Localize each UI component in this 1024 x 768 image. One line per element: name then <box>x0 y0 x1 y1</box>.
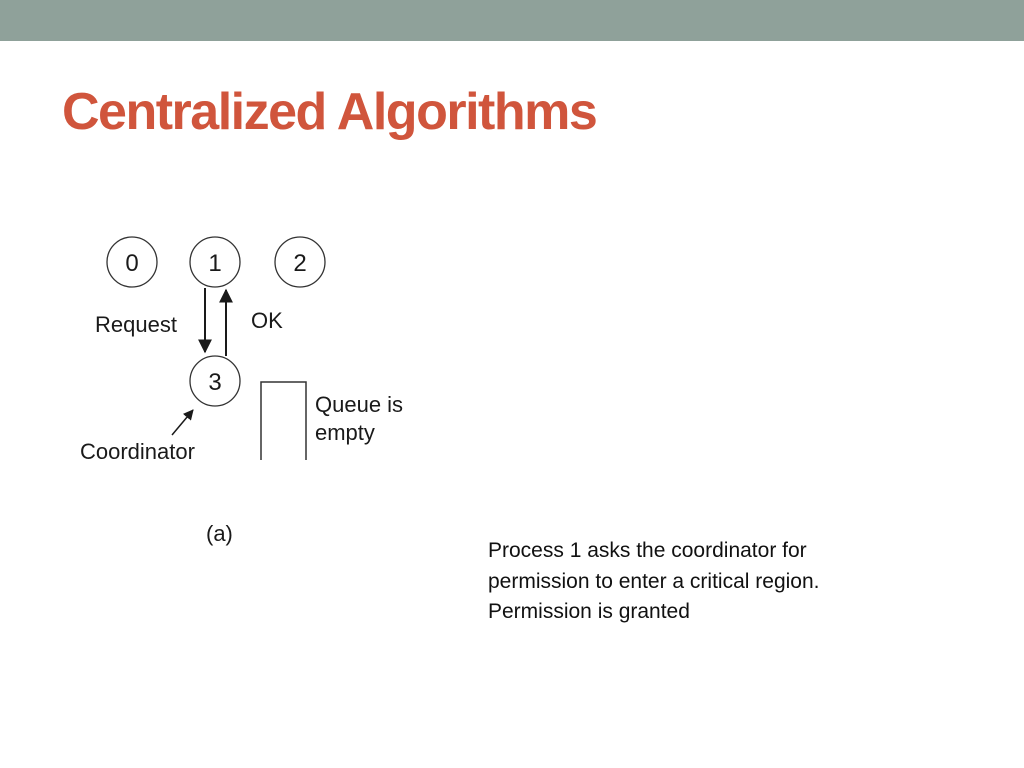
coordinator-node <box>190 356 240 406</box>
coordinator-label: Coordinator <box>80 439 195 464</box>
caption-line-2: permission to enter a critical region. <box>488 569 820 593</box>
queue-label-line2: empty <box>315 420 375 445</box>
process-node-1-label: 1 <box>208 250 222 277</box>
caption-line-3: Permission is granted <box>488 600 690 623</box>
request-label: Request <box>95 312 177 337</box>
queue-label-line1: Queue is <box>315 392 404 417</box>
process-node-2-label: 2 <box>293 250 307 277</box>
process-node-2 <box>275 237 325 287</box>
coordinator-node-label: 3 <box>208 369 222 396</box>
coordinator-pointer-arrow <box>172 410 193 435</box>
process-node-0 <box>107 237 157 287</box>
panel-label: (a) <box>206 521 233 546</box>
caption-line-1: Process 1 asks the coordinator for <box>488 539 807 562</box>
process-node-1 <box>190 237 240 287</box>
slide-caption <box>488 536 918 628</box>
process-node-0-label: 0 <box>125 250 139 277</box>
slide-title: Centralized Algorithms <box>62 83 597 141</box>
ok-label: OK <box>251 308 283 333</box>
queue-box <box>261 382 306 460</box>
